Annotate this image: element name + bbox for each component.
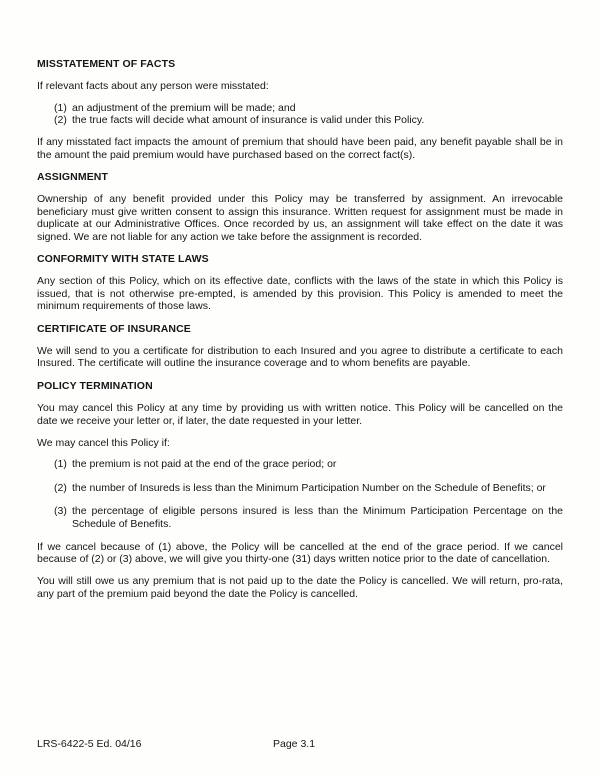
page-footer — [0, 738, 600, 752]
paragraph: You will still owe us any premium that is not paid up to the date the Policy is cancelled. We will return, pro-rata, any part of the premium paid beyond the date the Policy is cancelled. — [37, 575, 563, 600]
list-item-text: the percentage of eligible persons insured is less than the Minimum Participation Percentage on the Schedule of Benefits. — [72, 505, 563, 530]
section-assignment — [37, 171, 563, 243]
section-certificate-of-insurance — [37, 323, 563, 370]
numbered-list — [37, 458, 563, 530]
page-number: Page 3.1 — [273, 738, 316, 750]
section-heading: CONFORMITY WITH STATE LAWS — [37, 253, 209, 266]
numbered-list — [37, 102, 563, 127]
list-item-number: (3) — [54, 505, 67, 518]
paragraph: If any misstated fact impacts the amount of premium that should have been paid, any benefit payable shall be in the amount the paid premium would have purchased based on the correct fact(s). — [37, 136, 563, 161]
list-item-number: (1) — [54, 458, 67, 471]
list-item-number: (2) — [54, 114, 67, 127]
paragraph: We will send to you a certificate for distribution to each Insured and you agree to distribute a certificate to each Insured. The certificate will outline the insurance coverage and to whom benefits are payable. — [37, 345, 563, 370]
list-item-text: the premium is not paid at the end of the grace period; or — [72, 458, 337, 471]
list-item — [54, 102, 563, 114]
paragraph: Any section of this Policy, which on its effective date, conflicts with the laws of the state in which this Policy is issued, that is not otherwise pre-empted, is amended by this provision. This Policy is amended to meet the minimum requirements of those laws. — [37, 275, 563, 313]
list-item-number: (1) — [54, 101, 67, 114]
list-item-text: an adjustment of the premium will be made; and — [72, 101, 296, 114]
list-item — [54, 458, 563, 470]
section-heading: CERTIFICATE OF INSURANCE — [37, 323, 191, 336]
list-item — [54, 114, 563, 126]
paragraph: You may cancel this Policy at any time by providing us with written notice. This Policy will be cancelled on the date we receive your letter or, if later, the date requested in your letter. — [37, 402, 563, 427]
section-policy-termination — [37, 380, 563, 600]
section-misstatement-of-facts — [37, 58, 563, 161]
list-item — [54, 482, 563, 494]
paragraph: We may cancel this Policy if: — [37, 436, 170, 449]
paragraph: If relevant facts about any person were misstated: — [37, 79, 269, 92]
section-heading: ASSIGNMENT — [37, 171, 109, 184]
section-conformity-with-state-laws — [37, 253, 563, 312]
paragraph: If we cancel because of (1) above, the Policy will be cancelled at the end of the grace period. If we cancel because of (2) or (3) above, we will give you thirty-one (31) days written notice prior to the date of cancellation. — [37, 541, 563, 566]
list-item — [54, 505, 563, 530]
section-heading: MISSTATEMENT OF FACTS — [37, 58, 176, 70]
section-heading: POLICY TERMINATION — [37, 380, 153, 393]
list-item-text: the true facts will decide what amount of insurance is valid under this Policy. — [72, 114, 425, 127]
form-number: LRS-6422-5 Ed. 04/16 — [37, 738, 142, 750]
list-item-number: (2) — [54, 481, 67, 494]
paragraph: Ownership of any benefit provided under this Policy may be transferred by assignment. An irrevocable beneficiary must give written consent to assign this insurance. Written request for assignment must be made in duplicate at our Administrative Offices. Once recorded by us, an assignment will take effect on the date it was signed. We are not liable for any action we take before the assignment is recorded. — [37, 193, 563, 243]
list-item-text: the number of Insureds is less than the Minimum Participation Number on the Schedule of Benefits; or — [72, 481, 546, 494]
